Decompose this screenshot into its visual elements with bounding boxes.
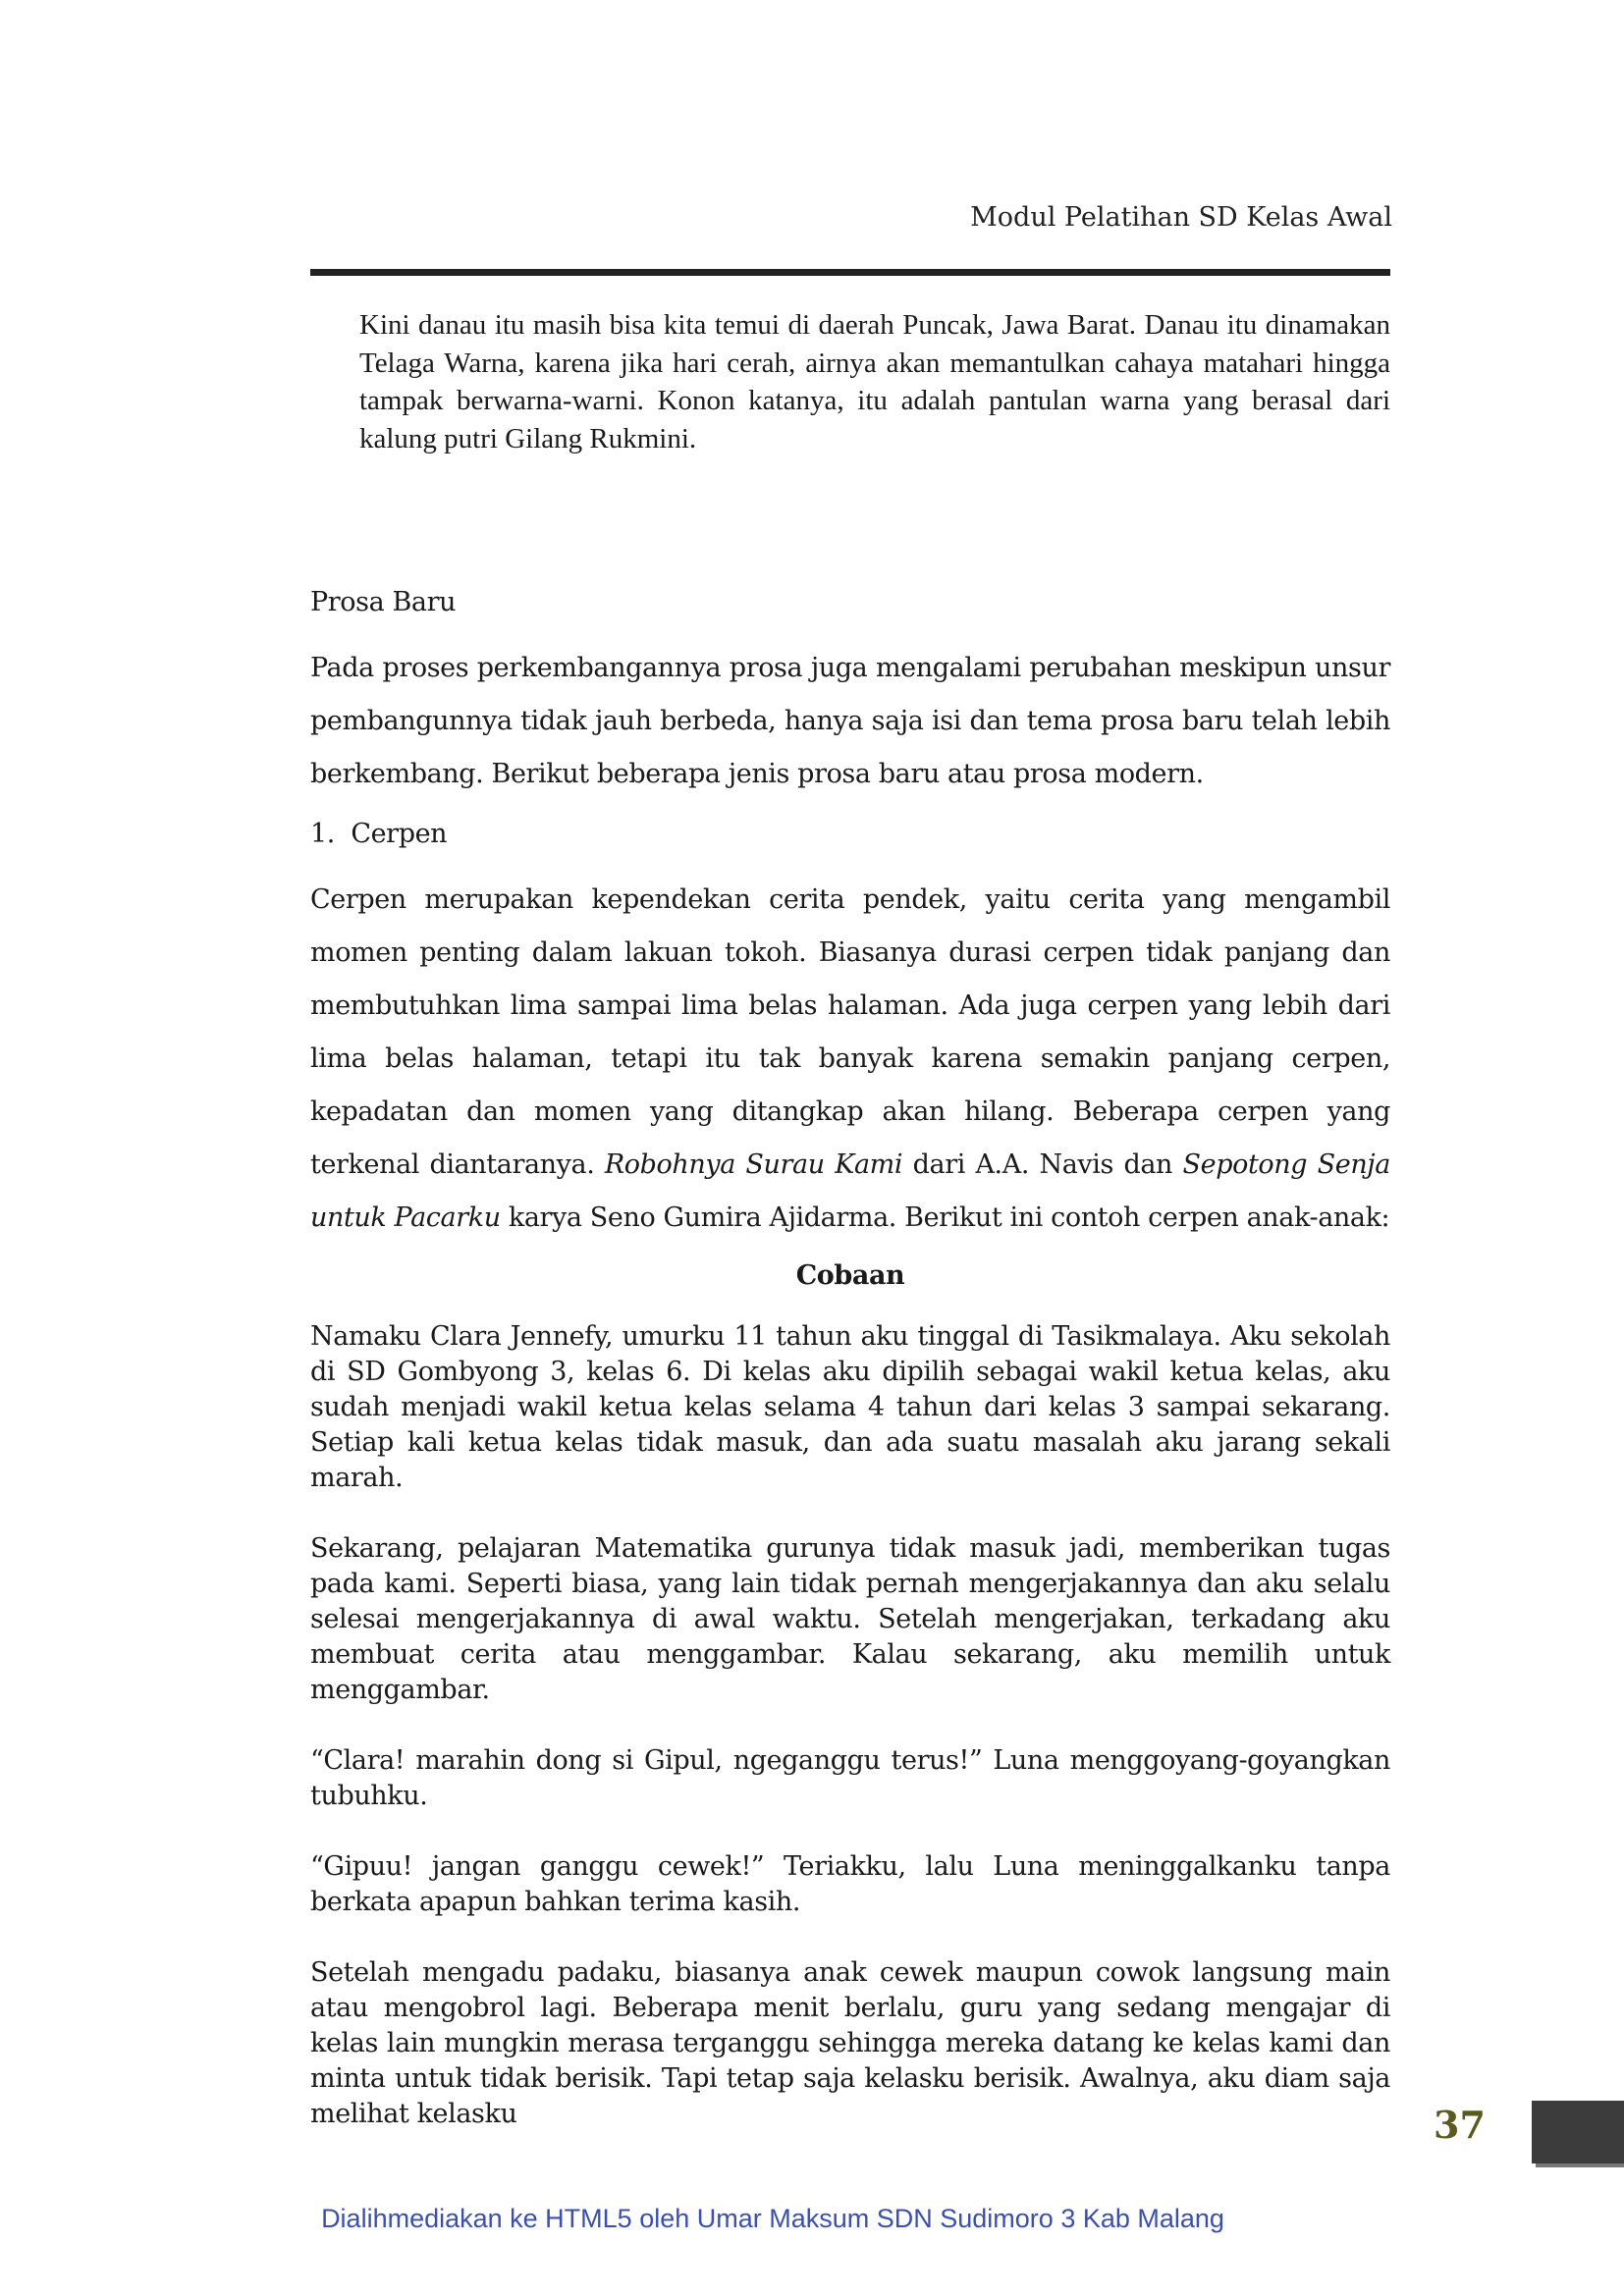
header-rule: [310, 269, 1390, 276]
page-number: 37: [1434, 2103, 1486, 2147]
cerpen-title-2: Sepotong Senja untuk Pacarku: [310, 1149, 1390, 1233]
quote-block: [359, 306, 1390, 457]
story-paragraph: “Gipuu! jangan ganggu cewek!” Teriakku, lalu Luna meninggalkanku tanpa berkata apapun bahkan terima kasih.: [310, 1851, 1390, 1917]
story-title: Cobaan: [795, 1260, 905, 1291]
footer: [0, 2204, 1624, 2234]
list-item-number: 1.: [310, 819, 335, 849]
page-tab: [1532, 2101, 1624, 2163]
cerpen-title-1: Robohnya Surau Kami: [604, 1149, 903, 1180]
story-paragraph: Namaku Clara Jennefy, umurku 11 tahun aku tinggal di Tasikmalaya. Aku sekolah di SD Gombyong 3, kelas 6. Di kelas aku dipilih sebagai wakil ketua kelas, aku sudah menjadi wakil ketua kelas selama 4 tahun dari kelas 3 sampai sekarang. Setiap kali ketua kelas tidak masuk, dan ada suatu masalah aku jarang sekali marah.: [310, 1321, 1390, 1493]
section-heading: Prosa Baru: [310, 587, 457, 617]
footer-credit: Dialihmediakan ke HTML5 oleh Umar Maksum SDN Sudimoro 3 Kab Malang: [321, 2204, 1224, 2233]
cerpen-paragraph: [310, 874, 1390, 1245]
story-paragraph: Sekarang, pelajaran Matematika gurunya tidak masuk jadi, memberikan tugas pada kami. Seperti biasa, yang lain tidak pernah mengerjakannya dan aku selalu selesai mengerjakannya di awal waktu. Setelah mengerjakan, terkadang aku membuat cerita atau menggambar. Kalau sekarang, aku memilih untuk menggambar.: [310, 1533, 1390, 1705]
main-content: [310, 583, 1390, 2132]
story-paragraph: “Clara! marahin dong si Gipul, ngeganggu terus!” Luna menggoyang-goyangkan tubuhku.: [310, 1745, 1390, 1811]
list-item-cerpen: [310, 815, 1390, 854]
quote-paragraph: Kini danau itu masih bisa kita temui di daerah Puncak, Jawa Barat. Danau itu dinamakan Telaga Warna, karena jika hari cerah, airnya akan memantulkan cahaya matahari hingga tampak berwarna-warni. Konon katanya, itu adalah pantulan warna yang berasal dari kalung putri Gilang Rukmini.: [359, 309, 1390, 454]
running-header: Modul Pelatihan SD Kelas Awal: [970, 202, 1392, 233]
list-item-label: Cerpen: [351, 819, 448, 849]
cerpen-text-1: Cerpen merupakan kependekan cerita pendek, yaitu cerita yang mengambil momen penting dalam lakuan tokoh. Biasanya durasi cerpen tidak panjang dan membutuhkan lima sampai lima belas halaman. Ada juga cerpen yang lebih dari lima belas halaman, tetapi itu tak banyak karena semakin panjang cerpen, kepadatan dan momen yang ditangkap akan hilang. Beberapa cerpen yang terkenal diantaranya.: [310, 884, 1390, 1180]
story-paragraph: Setelah mengadu padaku, biasanya anak cewek maupun cowok langsung main atau mengobrol lagi. Beberapa menit berlalu, guru yang sedang mengajar di kelas lain mungkin merasa terganggu sehingga mereka datang ke kelas kami dan minta untuk tidak berisik. Tapi tetap saja kelasku berisik. Awalnya, aku diam saja melihat kelasku: [310, 1957, 1390, 2129]
section-intro: Pada proses perkembangannya prosa juga mengalami perubahan meskipun unsur pembangunnya tidak jauh berbeda, hanya saja isi dan tema prosa baru telah lebih berkembang. Berikut beberapa jenis prosa baru atau prosa modern.: [310, 653, 1390, 789]
cerpen-text-2: dari A.A. Navis dan: [912, 1149, 1173, 1180]
cerpen-text-3: karya Seno Gumira Ajidarma. Berikut ini contoh cerpen anak-anak:: [508, 1202, 1390, 1233]
